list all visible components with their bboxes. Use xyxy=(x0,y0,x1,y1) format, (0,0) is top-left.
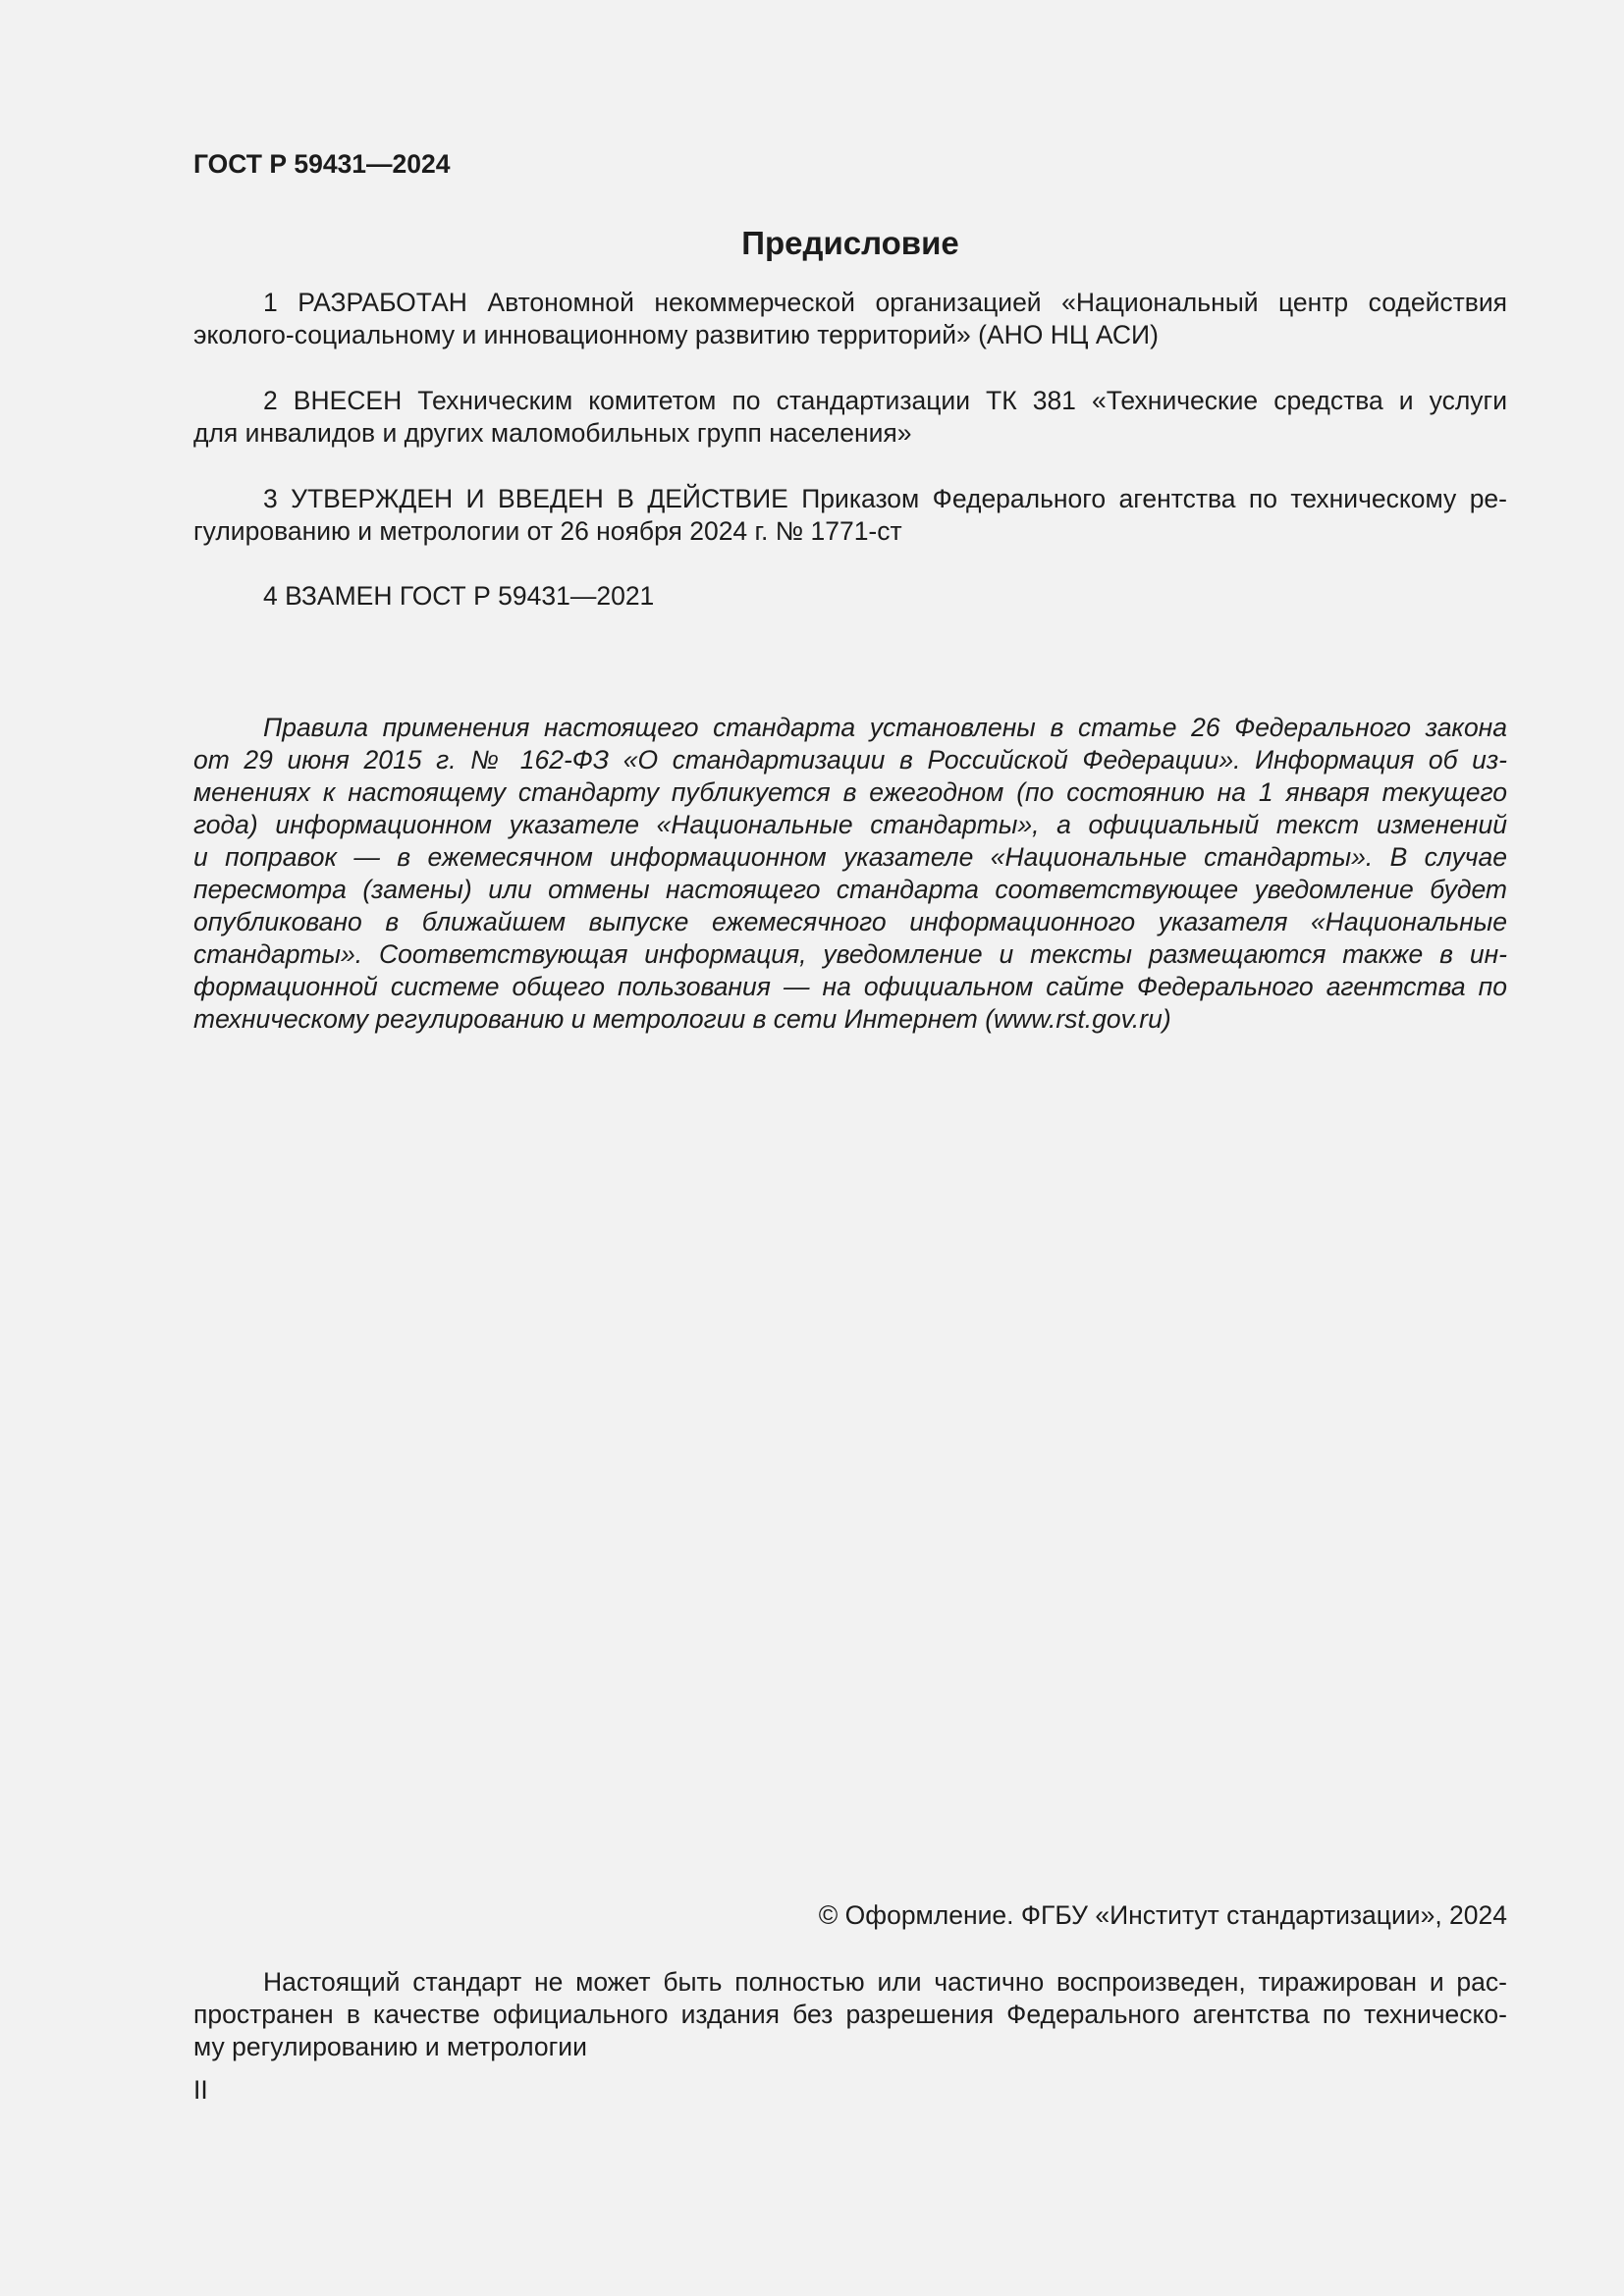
text-line: от 29 июня 2015 г. № 162-ФЗ «О стандартизации в Российской Федерации». Информация об из- xyxy=(193,745,1507,774)
preface-item-1 xyxy=(193,287,1507,351)
text-line: опубликовано в ближайшем выпуске ежемесячного информационного указателя «Национальные xyxy=(193,907,1507,936)
text-line: му регулированию и метрологии xyxy=(193,2032,587,2061)
page-number: II xyxy=(193,2075,208,2105)
text-line: и поправок — в ежемесячном информационном указателе «Национальные стандарты». В случае xyxy=(193,842,1507,872)
text-line: техническому регулированию и метрологии в сети Интернет (www.rst.gov.ru) xyxy=(193,1004,1171,1034)
preface-title: Предисловие xyxy=(741,225,959,261)
document-page xyxy=(193,0,1507,2296)
text-line: 4 ВЗАМЕН ГОСТ Р 59431—2021 xyxy=(263,581,655,611)
text-line: формационной системе общего пользования — на официальном сайте Федерального агентства по xyxy=(193,972,1507,1001)
text-line: пространен в качестве официального издания без разрешения Федерального агентства по техническо- xyxy=(193,2000,1507,2029)
document-id: ГОСТ Р 59431—2024 xyxy=(193,149,451,179)
text-line: менениях к настоящему стандарту публикуется в ежегодном (по состоянию на 1 января текущего xyxy=(193,777,1507,807)
text-line: Настоящий стандарт не может быть полностью или частично воспроизведен, тиражирован и рас- xyxy=(263,1967,1507,1997)
preface-item-2 xyxy=(193,385,1507,450)
text-line: пересмотра (замены) или отмены настоящего стандарта соответствующее уведомление будет xyxy=(193,875,1507,904)
text-line: 2 ВНЕСЕН Техническим комитетом по стандартизации ТК 381 «Технические средства и услуги xyxy=(263,386,1507,415)
text-line: 1 РАЗРАБОТАН Автономной некоммерческой организацией «Национальный центр содействия xyxy=(263,288,1507,317)
text-line: для инвалидов и других маломобильных групп населения» xyxy=(193,418,912,448)
rules-note xyxy=(193,712,1507,1036)
preface-item-3 xyxy=(193,483,1507,548)
preface-item-4 xyxy=(193,580,1507,613)
text-line: гулированию и метрологии от 26 ноября 2024 г. № 1771-ст xyxy=(193,516,902,546)
text-line: Правила применения настоящего стандарта установлены в статье 26 Федерального закона xyxy=(263,713,1507,742)
text-line: стандарты». Соответствующая информация, уведомление и тексты размещаются также в ин- xyxy=(193,939,1507,969)
text-line: 3 УТВЕРЖДЕН И ВВЕДЕН В ДЕЙСТВИЕ Приказом Федерального агентства по техническому ре- xyxy=(263,484,1507,513)
reproduction-note xyxy=(193,1966,1507,2063)
text-line: эколого-социальному и инновационному развитию территорий» (АНО НЦ АСИ) xyxy=(193,320,1159,349)
copyright-notice: © Оформление. ФГБУ «Институт стандартизации», 2024 xyxy=(818,1900,1507,1930)
text-line: года) информационном указателе «Национальные стандарты», а официальный текст изменений xyxy=(193,810,1507,839)
